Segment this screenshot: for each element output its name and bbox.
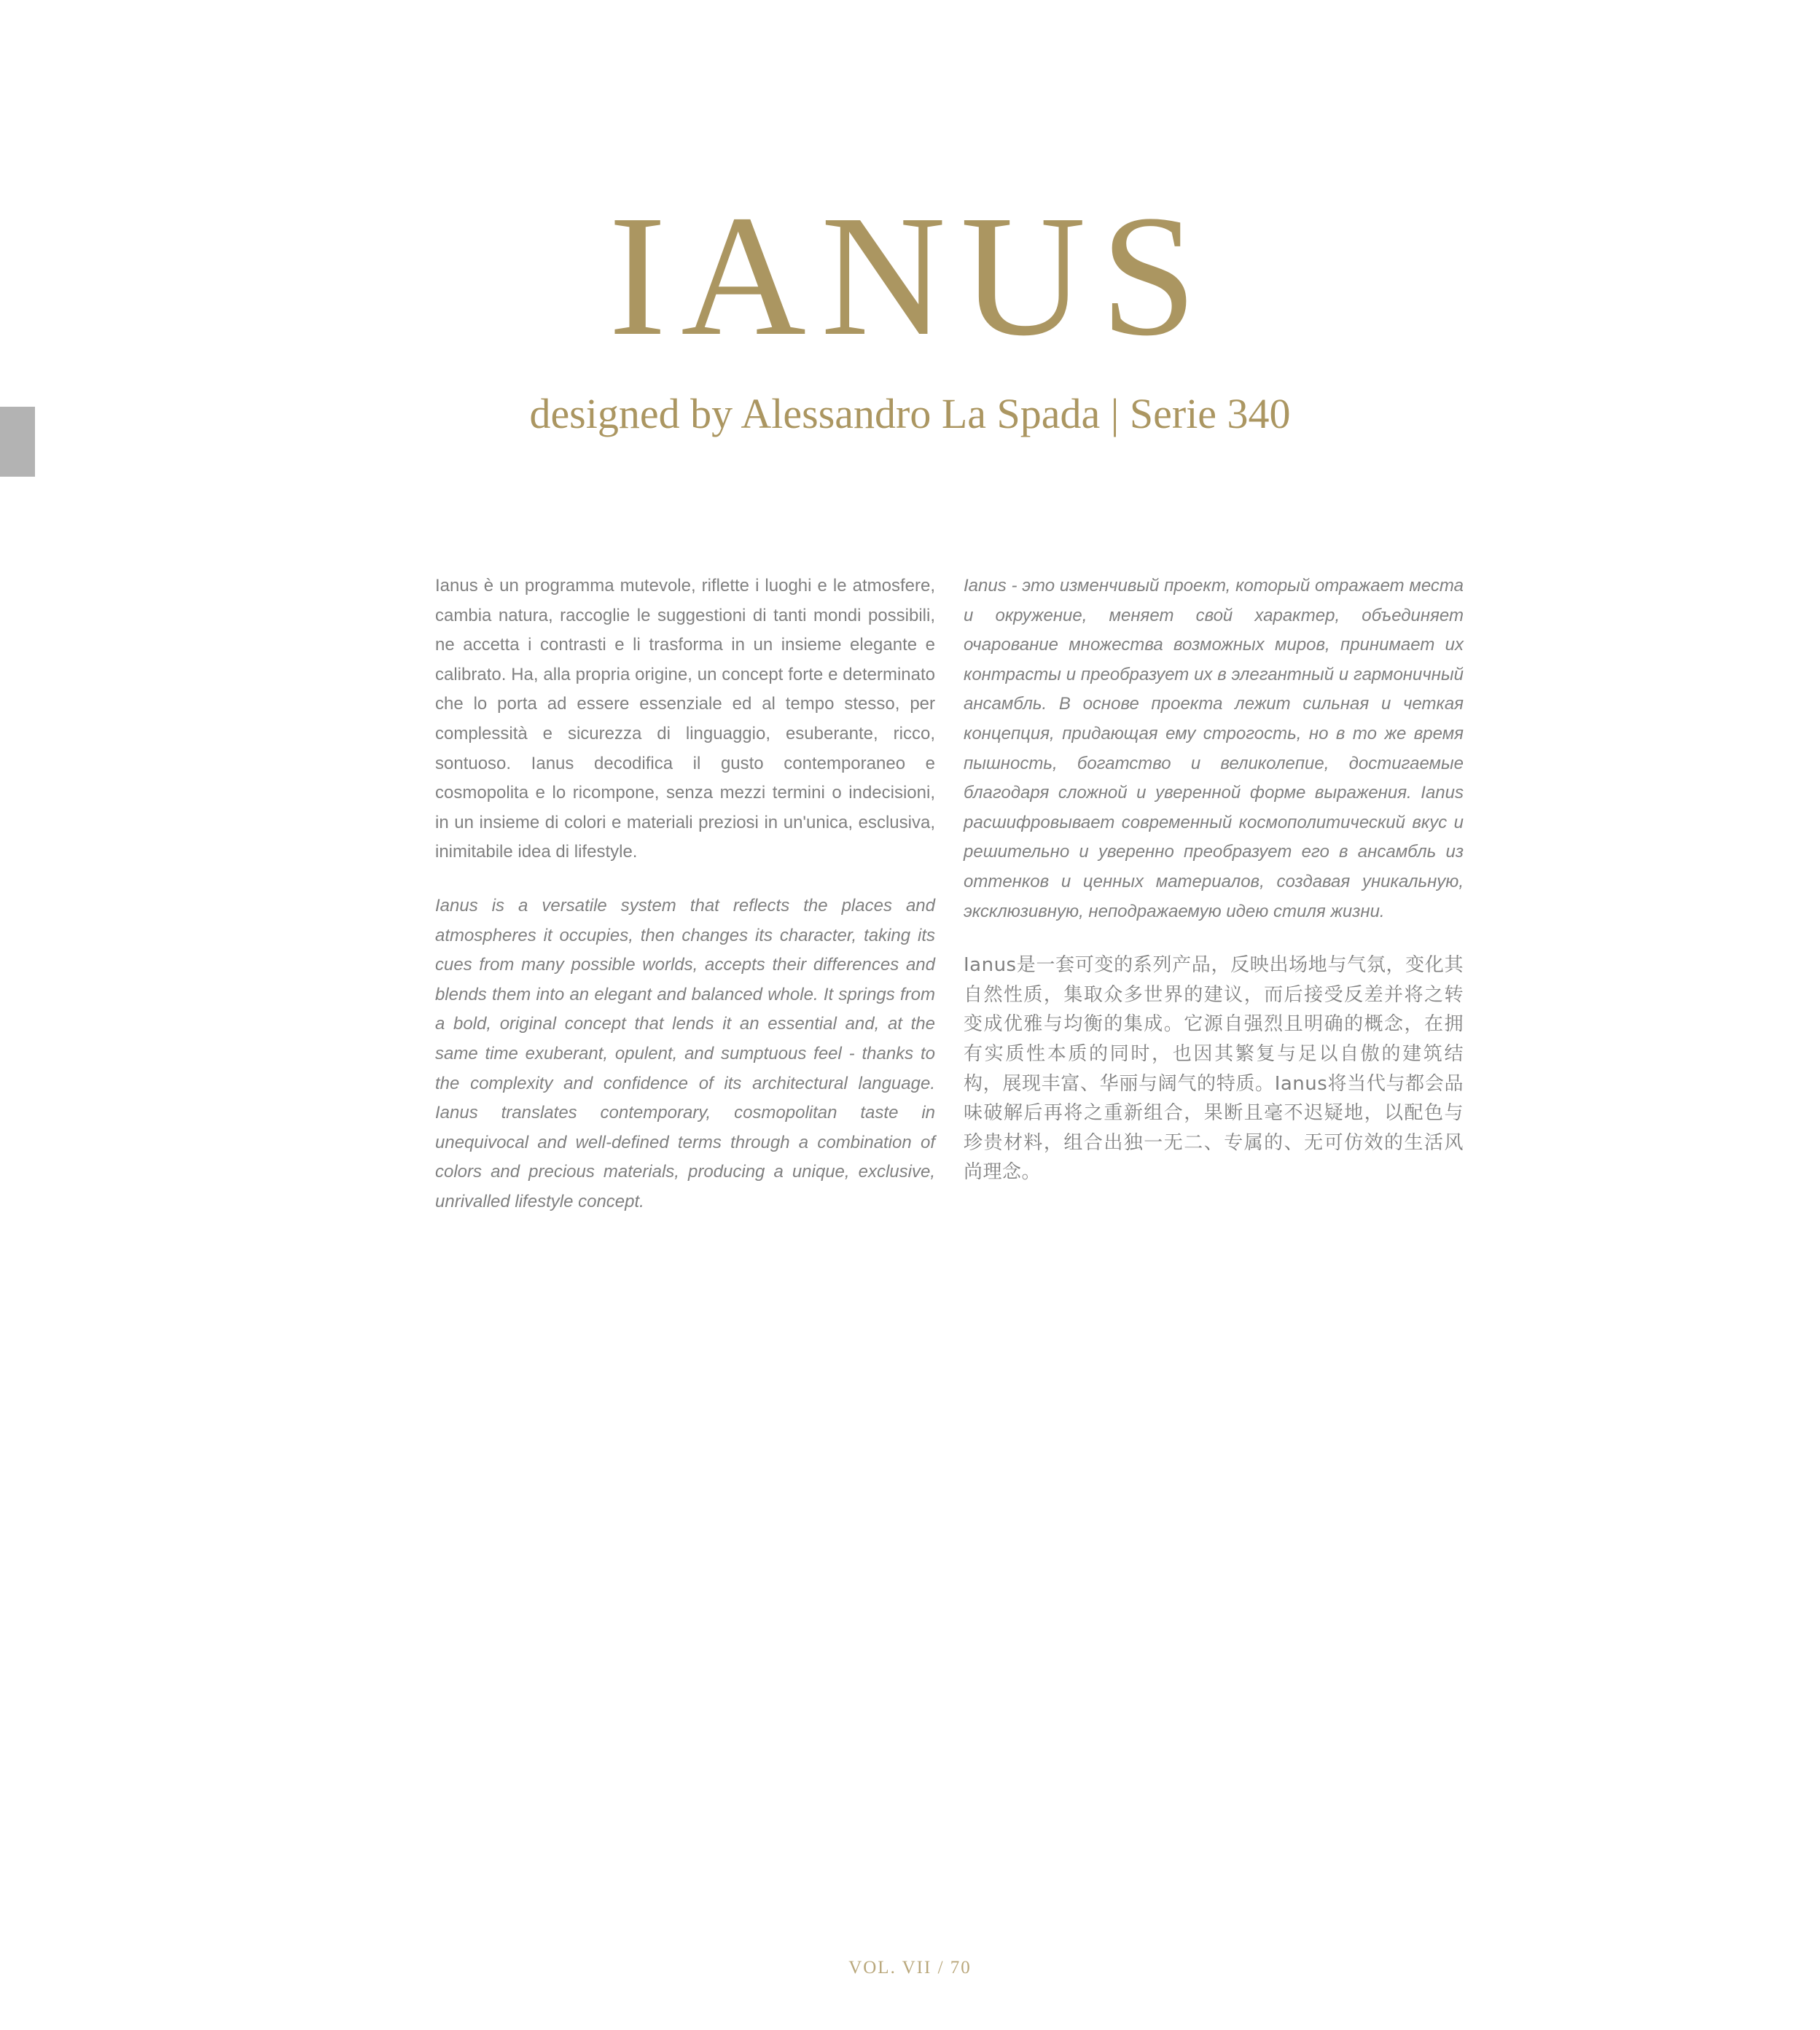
- italian-paragraph: Ianus è un programma mutevole, riflette i luoghi e le atmosfere, cambia natura, raccoglie le suggestioni di tanti mondi possibili, ne accetta i contrasti e li trasforma in un insieme elegante e calibrato. Ha, alla propria origine, un concept forte e determinato che lo porta ad essere essenziale ed al tempo stesso, per complessità e sicurezza di linguaggio, esuberante, ricco, sontuoso. Ianus decodifica il gusto contemporaneo e cosmopolita e lo ricompone, senza mezzi termini o indecisioni, in un insieme di colori e materiali preziosi in un'unica, esclusiva, inimitabile idea di lifestyle.: [435, 576, 935, 862]
- page-subtitle: designed by Alessandro La Spada | Serie 340: [529, 390, 1291, 437]
- right-column: [964, 571, 1464, 1211]
- page-title: IANUS: [608, 180, 1212, 372]
- english-paragraph: Ianus is a versatile system that reflects the places and atmospheres it occupies, then changes its character, taking its cues from many possible worlds, accepts their differences and blends them into an elegant and balanced whole. It springs from a bold, original concept that lends it an essential and, at the same time exuberant, opulent, and sumptuous feel - thanks to the complexity and confidence of its architectural language. Ianus translates contemporary, cosmopolitan taste in unequivocal and well-defined terms through a combination of colors and precious materials, producing a unique, exclusive, unrivalled lifestyle concept.: [435, 895, 935, 1211]
- left-column: [435, 571, 935, 1241]
- russian-paragraph: Ianus - это изменчивый проект, который отражает места и окружение, меняет свой характер, объединяет очарование множества возможных миров, принимает их контрасты и преобразует их в элегантный и гармоничный ансамбль. В основе проекта лежит сильная и четкая концепция, придающая ему строгость, но в то же время пышность, богатство и великолепие, достигаемые благодаря сложной и уверенной форме выражения. Ianus расшифровывает современный космополитический вкус и решительно и уверенно преобразует его в ансамбль из оттенков и ценных материалов, создавая уникальную, эксклюзивную, неподражаемую идею стиля жизни.: [964, 576, 1464, 921]
- chinese-paragraph: Ianus是一套可变的系列产品，反映出场地与气氛，变化其自然性质，集取众多世界的建议，而后接受反差并将之转变成优雅与均衡的集成。它源自强烈且明确的概念，在拥有实质性本质的同时，也因其繁复与足以自傲的建筑结构，展现丰富、华丽与阔气的特质。Ianus将当代与都会品味破解后再将之重新组合，果断且毫不迟疑地，以配色与珍贵材料，组合出独一无二、专属的、无可仿效的生活风尚理念。: [964, 954, 1464, 1184]
- page-folio: VOL. VII / 70: [848, 1958, 972, 1978]
